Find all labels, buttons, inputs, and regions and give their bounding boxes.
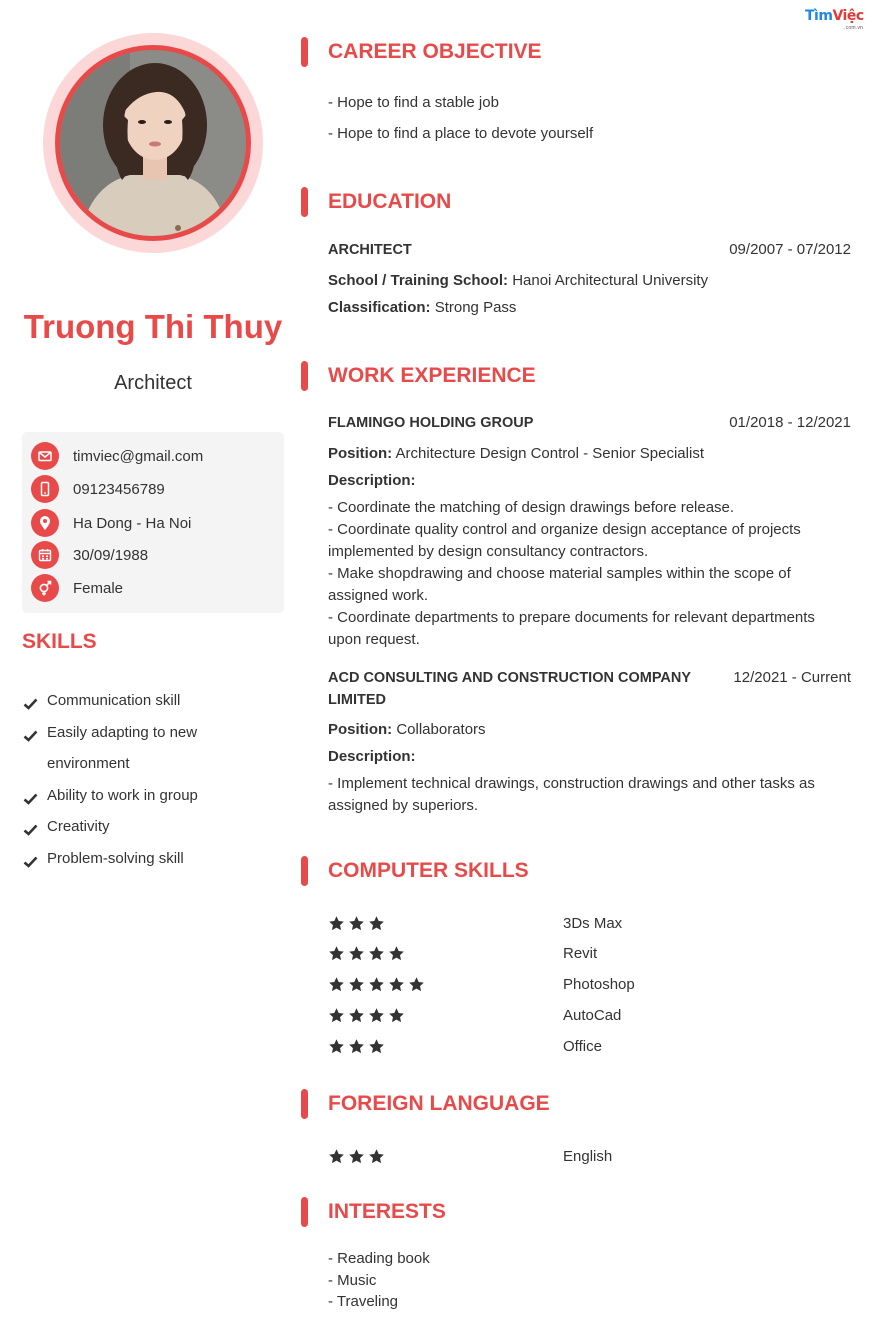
star-rating (328, 1038, 563, 1055)
rating-row (328, 1035, 828, 1057)
rating-label: English (563, 1147, 613, 1165)
job-position: Position: Architecture Design Control - Senior Specialist (328, 445, 704, 462)
job-company: ACD CONSULTING AND CONSTRUCTION COMPANY LIMITED (328, 670, 691, 708)
star-icon (368, 976, 385, 993)
star-icon (348, 1007, 365, 1024)
interests-list (300, 1248, 860, 1313)
star-rating (328, 1007, 563, 1024)
education-degree: ARCHITECT (328, 242, 412, 258)
work-experience-title: WORK EXPERIENCE (300, 360, 860, 392)
skills-list (22, 685, 282, 874)
right-column (300, 0, 873, 1327)
job-description: - Coordinate the matching of design drawings before release. - Coordinate quality control and organize design acceptance of projects implemented by design consultancy contractors. - Make shopdrawing and choose material samples within the scope of assigned work. - Coordinate departments to prepare documents for relevant departments upon request. (328, 499, 815, 648)
job-period: 01/2018 - 12/2021 (729, 414, 851, 431)
section-marker (301, 1089, 308, 1119)
star-icon (388, 976, 405, 993)
objective-item: - Hope to find a place to devote yourself (328, 125, 594, 142)
contact-panel (22, 432, 284, 613)
star-icon (328, 945, 345, 962)
career-objective-section (300, 36, 860, 145)
skill-item: Ability to work in group (22, 780, 282, 812)
rating-row (328, 974, 828, 996)
computer-skills-section (300, 855, 860, 1065)
section-marker (301, 187, 308, 217)
rating-row (328, 943, 828, 965)
avatar-frame (43, 33, 263, 253)
star-icon (328, 1038, 345, 1055)
rating-label: Photoshop (563, 976, 635, 994)
star-rating (328, 1148, 563, 1165)
skills-title: SKILLS (22, 630, 97, 653)
star-icon (348, 915, 365, 932)
star-icon (328, 1148, 345, 1165)
job-description-label: Description: (328, 748, 416, 765)
rating-label: 3Ds Max (563, 914, 623, 932)
contact-email: timviec@gmail.com (31, 442, 203, 470)
education-classification: Classification: Strong Pass (328, 299, 517, 316)
star-icon (388, 945, 405, 962)
left-column (0, 0, 300, 1327)
education-period: 09/2007 - 07/2012 (729, 241, 851, 258)
star-icon (368, 1038, 385, 1055)
job-description: - Implement technical drawings, construction drawings and other tasks as assigned by superiors. (328, 775, 815, 814)
candidate-name: Truong Thi Thuy (23, 308, 283, 345)
star-icon (348, 976, 365, 993)
section-marker (301, 361, 308, 391)
interests-title: INTERESTS (300, 1196, 860, 1228)
job-header (328, 412, 851, 434)
skill-item: Easily adapting to new environment (22, 717, 282, 780)
gender-icon (31, 574, 59, 602)
star-icon (408, 976, 425, 993)
candidate-title: Architect (114, 372, 192, 394)
rating-label: Office (563, 1037, 602, 1055)
star-icon (388, 1007, 405, 1024)
job-entry (300, 412, 860, 651)
rating-label: AutoCad (563, 1006, 622, 1024)
education-school: School / Training School: Hanoi Architectural University (328, 272, 709, 289)
foreign-language-title: FOREIGN LANGUAGE (300, 1088, 860, 1120)
job-period: 12/2021 - Current (733, 669, 851, 686)
contact-gender: Female (31, 574, 123, 602)
interests-section (300, 1196, 860, 1313)
contact-address: Ha Dong - Ha Noi (31, 509, 191, 537)
interest-item: - Music (328, 1271, 377, 1289)
star-icon (348, 1038, 365, 1055)
star-icon (328, 915, 345, 932)
timviec-logo: TìmViệc .com.vn (805, 8, 864, 31)
star-rating (328, 915, 563, 932)
star-icon (368, 1007, 385, 1024)
computer-skills-title: COMPUTER SKILLS (300, 855, 860, 887)
rating-row (328, 1004, 828, 1026)
star-icon (328, 976, 345, 993)
star-icon (348, 1148, 365, 1165)
skill-item: Creativity (22, 811, 282, 843)
avatar-photo (60, 50, 246, 236)
star-icon (348, 945, 365, 962)
rating-label: Revit (563, 945, 598, 963)
contact-phone: 09123456789 (31, 475, 165, 503)
interest-item: - Traveling (328, 1293, 399, 1310)
education-header (328, 239, 851, 261)
star-icon (368, 945, 385, 962)
calendar-icon (31, 541, 59, 569)
education-title: EDUCATION (300, 186, 860, 218)
section-marker (301, 1197, 308, 1227)
section-marker (301, 856, 308, 886)
map-pin-icon (31, 509, 59, 537)
envelope-icon (31, 442, 59, 470)
foreign-language-section (300, 1088, 860, 1178)
star-icon (368, 915, 385, 932)
job-header (328, 667, 851, 711)
career-objective-title: CAREER OBJECTIVE (300, 36, 860, 68)
job-position: Position: Collaborators (328, 721, 486, 738)
star-icon (368, 1148, 385, 1165)
rating-row (328, 912, 828, 934)
star-rating (328, 945, 563, 962)
avatar (55, 45, 251, 241)
contact-birthday: 30/09/1988 (31, 541, 148, 569)
star-rating (328, 976, 563, 993)
work-experience-section (300, 360, 860, 817)
interest-item: - Reading book (328, 1250, 430, 1267)
star-icon (328, 1007, 345, 1024)
mobile-phone-icon (31, 475, 59, 503)
objective-item: - Hope to find a stable job (328, 94, 499, 111)
rating-row (328, 1145, 828, 1167)
job-company: FLAMINGO HOLDING GROUP (328, 415, 534, 431)
section-marker (301, 37, 308, 67)
check-icon (23, 722, 38, 754)
job-description-label: Description: (328, 472, 416, 489)
skill-item: Communication skill (22, 685, 282, 717)
check-icon (23, 848, 38, 880)
job-entry (300, 667, 860, 817)
skill-item: Problem-solving skill (22, 843, 282, 875)
education-section (300, 186, 860, 319)
